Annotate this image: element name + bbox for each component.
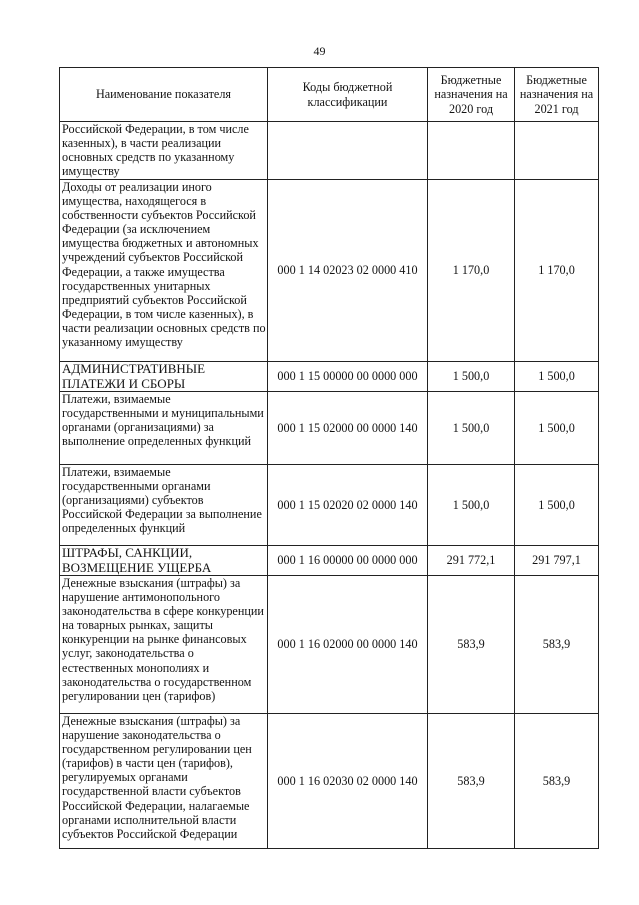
value-2021: 1 170,0 xyxy=(515,180,599,362)
indicator-name: ШТРАФЫ, САНКЦИИ, ВОЗМЕЩЕНИЕ УЩЕРБА xyxy=(60,546,268,576)
classification-code: 000 1 16 00000 00 0000 000 xyxy=(268,546,428,576)
indicator-name: Доходы от реализации иного имущества, находящегося в собственности субъектов Российской Федерации (за исключением имущества бюджетных и автономных учреждений субъектов Российской Федерации, а также имущества государственных унитарных предприятий субъектов Российской Федерации, в том числе казенных), в части реализации основных средств по указанному имуществу xyxy=(60,180,268,362)
page-number: 49 xyxy=(313,44,326,58)
value-2021: 1 500,0 xyxy=(515,465,599,546)
table-row xyxy=(60,122,599,180)
table-header-row xyxy=(60,68,599,122)
indicator-name: Российской Федерации, в том числе казенных), в части реализации основных средств по указанному имуществу xyxy=(60,122,268,180)
value-2021 xyxy=(515,122,599,180)
value-2020: 291 772,1 xyxy=(428,546,515,576)
classification-code: 000 1 16 02000 00 0000 140 xyxy=(268,576,428,714)
table-row xyxy=(60,576,599,714)
classification-code: 000 1 15 02020 02 0000 140 xyxy=(268,465,428,546)
value-2021: 583,9 xyxy=(515,714,599,849)
classification-code: 000 1 14 02023 02 0000 410 xyxy=(268,180,428,362)
classification-code xyxy=(268,122,428,180)
header-code: Коды бюджетной классификации xyxy=(268,68,428,122)
header-2021: Бюджетные назначения на 2021 год xyxy=(515,68,599,122)
value-2020: 1 500,0 xyxy=(428,362,515,392)
indicator-name: Платежи, взимаемые государственными и муниципальными органами (организациями) за выполнение определенных функций xyxy=(60,392,268,465)
budget-table xyxy=(59,67,599,849)
classification-code: 000 1 16 02030 02 0000 140 xyxy=(268,714,428,849)
value-2021: 1 500,0 xyxy=(515,392,599,465)
value-2021: 583,9 xyxy=(515,576,599,714)
value-2021: 1 500,0 xyxy=(515,362,599,392)
value-2020: 1 170,0 xyxy=(428,180,515,362)
indicator-name: Денежные взыскания (штрафы) за нарушение антимонопольного законодательства в сфере конкуренции на товарных рынках, защиты конкуренции на рынке финансовых услуг, законодательства о естественных монополиях и законодательства о государственном регулировании цен (тарифов) xyxy=(60,576,268,714)
classification-code: 000 1 15 00000 00 0000 000 xyxy=(268,362,428,392)
value-2020: 583,9 xyxy=(428,576,515,714)
table-row xyxy=(60,362,599,392)
indicator-name: Платежи, взимаемые государственными органами (организациями) субъектов Российской Федерации за выполнение определенных функций xyxy=(60,465,268,546)
table-row xyxy=(60,546,599,576)
header-2020: Бюджетные назначения на 2020 год xyxy=(428,68,515,122)
table-row xyxy=(60,392,599,465)
value-2020: 1 500,0 xyxy=(428,392,515,465)
classification-code: 000 1 15 02000 00 0000 140 xyxy=(268,392,428,465)
header-name: Наименование показателя xyxy=(60,68,268,122)
table-row xyxy=(60,180,599,362)
value-2020 xyxy=(428,122,515,180)
value-2020: 583,9 xyxy=(428,714,515,849)
indicator-name: АДМИНИСТРАТИВНЫЕ ПЛАТЕЖИ И СБОРЫ xyxy=(60,362,268,392)
value-2020: 1 500,0 xyxy=(428,465,515,546)
table-row xyxy=(60,714,599,849)
table-row xyxy=(60,465,599,546)
value-2021: 291 797,1 xyxy=(515,546,599,576)
indicator-name: Денежные взыскания (штрафы) за нарушение законодательства о государственном регулировании цен (тарифов) в части цен (тарифов), регулируемых органами государственной власти субъектов Российской Федерации, налагаемые органами исполнительной власти субъектов Российской Федерации xyxy=(60,714,268,849)
